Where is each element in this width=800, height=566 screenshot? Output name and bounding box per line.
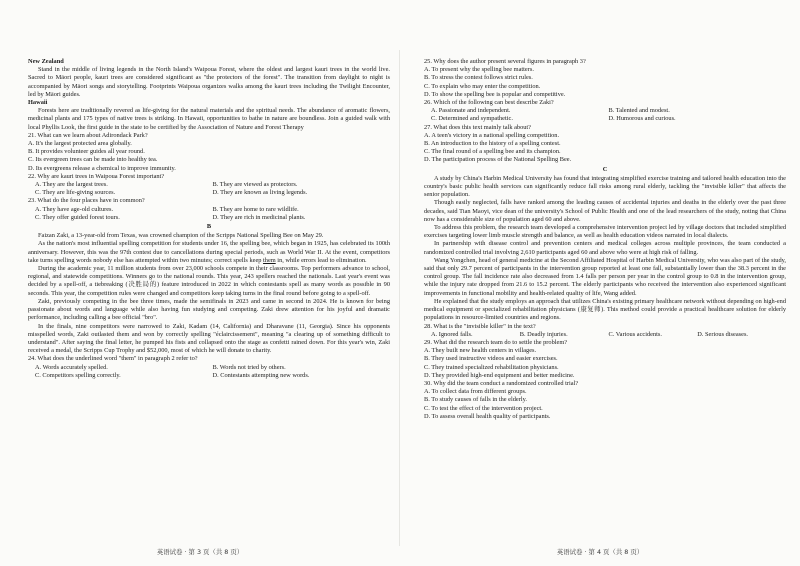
- option-22d[interactable]: D. They are known as living legends.: [212, 189, 308, 197]
- option-25a[interactable]: A. To present why the spelling bee matters.: [424, 66, 534, 74]
- question-30: 30. Why did the team conduct a randomized controlled trial?: [424, 379, 579, 387]
- paragraph-c2: Though easily neglected, falls have ranked among the leading causes of accidental injuries and deaths in the elderly over the past three decades, said Tian Maoyi, vice dean of the university's School of Public Health and one of the lead researchers of the study, noting that China now has a considerable size of population aged 60 and above.: [424, 199, 786, 223]
- options-24: [35, 364, 390, 380]
- question-24: 24. What does the underlined word "them" in paragraph 2 refer to?: [28, 355, 198, 363]
- paragraph-c5: Wang Yongchen, head of general medicine at the Second Affiliated Hospital of Harbin Medical University, who was also part of the study, said that only 29.7 percent of participants in the intervention group reported at least one fall, substantially lower than the 38.3 percent in the control group. The fall incidence rate also decreased from 1.4 falls per person per year in the control group to 0.8 in the intervention group, while the injury rate dropped from 21.6 to 15.2 percent. The elderly participants who received the intervention also experienced significant improvements in functional mobility and health-related quality of life, Wang added.: [424, 256, 786, 297]
- paragraph-b2-text-end: in, while errors lead to elimination.: [275, 256, 367, 264]
- option-22a[interactable]: A. They are the largest trees.: [35, 181, 108, 189]
- question-25: 25. Why does the author present several figures in paragraph 3?: [424, 58, 586, 65]
- page-footer-left: 英语试卷 · 第 3 页（共 8 页）: [156, 548, 244, 556]
- option-22c[interactable]: C. They are life-giving sources.: [35, 189, 116, 197]
- option-23b[interactable]: B. They are home to rare wildlife.: [212, 205, 299, 213]
- paragraph-hawaii: Forests here are traditionally revered as life-giving for the natural materials and the spiritual needs. The abundance of aromatic flowers, medicinal plants and 175 types of native trees is striking. In Hawaii, opportunities to bathe in nature are boundless. Join a guided walk with local Phyllis Look, the first guide in the state to be certified by the Association of Nature and Forest Therapy: [28, 107, 390, 131]
- option-23c[interactable]: C. They offer guided forest tours.: [35, 213, 120, 221]
- option-24a[interactable]: A. Words accurately spelled.: [35, 363, 108, 371]
- option-21b[interactable]: B. It provides volunteer guides all year round.: [28, 148, 145, 156]
- paragraph-b3: During the academic year, 11 million students from over 23,000 schools compete in their classrooms. Top performers advance to school, regional, and statewide competitions. Winners go to the national rounds. This year, 243 spellers reached the nationals. Last year's event was decided by a spell-off, a tiebreaking (决胜局的) feature introduced in 2022 in which contestants spell as many words as possible in 90 seconds. This year, the competition rules were changed and competitors keep taking turns in the final round before going to a spell-off.: [28, 265, 390, 297]
- option-30a[interactable]: A. To collect data from different groups.: [424, 388, 527, 396]
- paragraph-b1: Faizan Zaki, a 13-year-old from Texas, was crowned champion of the Scripps National Spelling Bee on May 29.: [38, 232, 324, 240]
- option-28b[interactable]: B. Deadly injuries.: [519, 330, 568, 338]
- option-26c[interactable]: C. Determined and sympathetic.: [431, 115, 513, 123]
- option-25c[interactable]: C. To explain who may enter the competition.: [424, 82, 541, 90]
- options-23: [35, 206, 390, 222]
- option-24b[interactable]: B. Words not tried by others.: [212, 363, 286, 371]
- question-28: 28. What is the "invisible killer" in the text?: [424, 322, 536, 330]
- section-heading-c: C: [602, 165, 608, 173]
- paragraph-c3: To address this problem, the research team developed a comprehensive intervention project led by village doctors that included simplified exercises targeting lower limb muscle strength and balance, as well as health education videos narrated in local dialects.: [424, 224, 786, 240]
- option-22b[interactable]: B. They are viewed as protectors.: [212, 181, 298, 189]
- paragraph-c1: A study by China's Harbin Medical University has found that integrating simplified exercise training and tailored health education into the country's basic public health services can significantly reduce fall risks among rural elderly, tackling the "invisible killer" that affects the senior population.: [424, 174, 786, 199]
- option-24c[interactable]: C. Competitors spelling correctly.: [35, 371, 121, 379]
- option-25b[interactable]: B. To stress the contest follows strict rules.: [424, 74, 533, 82]
- option-28d[interactable]: D. Serious diseases.: [697, 330, 748, 338]
- option-26a[interactable]: A. Passionate and independent.: [431, 107, 511, 115]
- question-26: 26. Which of the following can best describe Zaki?: [424, 99, 554, 107]
- paragraph-c6: He explained that the study employs an approach that utilizes China's existing primary healthcare network without depending on high-end medical equipment or specialized rehabilitation physicians (康复师). This method could provide a practical healthcare solution for elderly populations in resource-limited countries and regions.: [424, 297, 786, 322]
- paragraph-b2-text-start: As the nation's most influential spelling competition for students under 16, the spelling bee, which began in 1925, has celebrated its 100th anniversary. However, this was the 97th contest due to cancellations during special periods, such as World War II. At the event, competitors take turns spelling words nobody else has attempted within two minutes; correct spells keep: [28, 240, 390, 264]
- option-29c[interactable]: C. They trained specialized rehabilitation physicians.: [424, 363, 559, 371]
- option-21c[interactable]: C. Its evergreen trees can be made into healthy tea.: [28, 156, 158, 164]
- option-28a[interactable]: A. Ignored falls.: [431, 330, 473, 338]
- question-27: 27. What does this text mainly talk about?: [424, 123, 532, 131]
- option-29b[interactable]: B. They used instructive videos and easier exercises.: [424, 355, 558, 363]
- option-28c[interactable]: C. Various accidents.: [608, 330, 662, 338]
- option-27d[interactable]: D. The participation process of the National Spelling Bee.: [424, 156, 572, 164]
- option-29a[interactable]: A. They built new health centers in villages.: [424, 347, 537, 355]
- option-27c[interactable]: C. The final round of a spelling bee and its champion.: [424, 148, 561, 156]
- question-29: 29. What did the research team do to settle the problem?: [424, 338, 568, 346]
- option-26b[interactable]: B. Talented and modest.: [608, 107, 670, 115]
- question-22: 22. Why are kauri trees in Waipoua Forest important?: [28, 172, 165, 180]
- option-25d[interactable]: D. To show the spelling bee is popular and competitive.: [424, 90, 566, 98]
- section-title-new-zealand: New Zealand: [28, 58, 64, 65]
- option-24d[interactable]: D. Contestants attempting new words.: [212, 371, 310, 379]
- option-21d[interactable]: D. Its evergreens release a chemical to improve immunity.: [28, 164, 176, 172]
- option-23a[interactable]: A. They have age-old cultures.: [35, 205, 114, 213]
- underlined-word-them: them: [263, 256, 276, 264]
- options-22: [35, 181, 390, 197]
- option-27b[interactable]: B. An introduction to the history of a spelling contest.: [424, 140, 561, 148]
- right-page: [400, 0, 800, 566]
- paragraph-c4: In partnership with disease control and prevention centers and medical colleges across multiple provinces, the team conducted a randomized controlled trial involving 2,610 participants aged 60 and above who were at high risk of falling.: [424, 240, 786, 256]
- paragraph-b4: Zaki, previously competing in the bee three times, made the semifinals in 2023 and came in second in 2024. He is known for being passionate about words and language while also having fun studying and competing. Zaki drew attention for his joyful and dramatic performance, including calling a bee official "bro".: [28, 297, 390, 322]
- option-30d[interactable]: D. To assess overall health quality of participants.: [424, 412, 551, 420]
- option-27a[interactable]: A. A teen's victory in a national spelling competition.: [424, 131, 560, 139]
- paragraph-new-zealand: Stand in the middle of living legends in the North Island's Waipoua Forest, where the oldest and largest kauri trees in the world live. Sacred to Māori people, kauri trees are considered significant as "the protectors of the forest". The transition from daylight to night is accompanied by Māori songs and storytelling. Footprints Waipoua organizes walks among the kauri trees including the Twilight Encounter, led by Māori guides.: [28, 66, 390, 98]
- page-footer-right: 英语试卷 · 第 4 页（共 8 页）: [556, 548, 644, 556]
- option-21a[interactable]: A. It's the largest protected area globally.: [28, 140, 132, 148]
- paragraph-b5: In the finals, nine competitors were narrowed to Zaki, Kadam (14, California) and Dharavane (11, Georgia). Since his opponents misspelled words, Zaki outlasted them and won by correctly spelling "éclaircissement", meaning "a clearing up of something difficult to understand". After saying the final letter, he pumped his fists and collapsed onto the stage as confetti rained down. For this year's win, Zaki received a medal, the Scripps Cup Trophy and $52,000, most of which he will donate to charity.: [28, 322, 390, 355]
- option-30b[interactable]: B. To study causes of falls in the elderly.: [424, 396, 527, 404]
- option-29d[interactable]: D. They provided high-end equipment and better medicine.: [424, 371, 575, 379]
- paragraph-b2: [28, 240, 390, 265]
- question-21: 21. What can we learn about Adirondack Park?: [28, 131, 148, 139]
- section-title-hawaii: Hawaii: [28, 99, 48, 107]
- question-23: 23. What do the four places have in common?: [28, 197, 145, 205]
- option-23d[interactable]: D. They are rich in medicinal plants.: [212, 213, 306, 221]
- option-26d[interactable]: D. Humorous and curious.: [608, 115, 676, 123]
- section-heading-b: B: [206, 223, 212, 231]
- options-28: [431, 331, 786, 339]
- option-30c[interactable]: C. To test the effect of the intervention project.: [424, 404, 543, 412]
- options-26: [431, 107, 786, 123]
